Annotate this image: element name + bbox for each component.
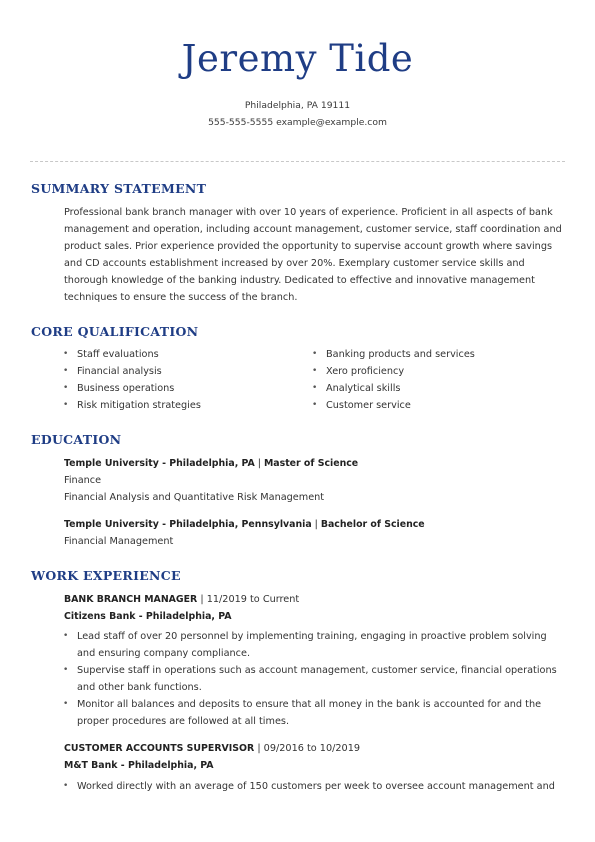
list-item: • Xero proficiency <box>312 363 562 380</box>
education-field: Financial Analysis and Quantitative Risk Management <box>64 492 325 503</box>
job-title-line: CUSTOMER ACCOUNTS SUPERVISOR | 09/2016 to 10/2019 <box>64 743 361 754</box>
job-title-line: BANK BRANCH MANAGER | 11/2019 to Current <box>64 594 300 605</box>
education-field: Finance <box>64 475 102 486</box>
job-role: BANK BRANCH MANAGER <box>64 594 198 605</box>
qualifications-left-list <box>63 346 303 414</box>
address-line: Philadelphia, PA 19111 <box>244 100 351 111</box>
list-item: • Analytical skills <box>312 380 562 397</box>
school-name: Temple University - Philadelphia, Pennsylvania <box>64 519 312 530</box>
header-divider <box>30 161 565 162</box>
degree-name: Master of Science <box>263 458 359 469</box>
education-entry-header: Temple University - Philadelphia, Pennsylvania | Bachelor of Science <box>64 519 425 530</box>
list-item: • Risk mitigation strategies <box>63 397 303 414</box>
work-heading: WORK EXPERIENCE <box>31 568 181 583</box>
job-dates: 11/2019 to Current <box>206 594 300 605</box>
list-item: • Supervise staff in operations such as account management, customer service, financial operations and other bank functions. <box>63 662 563 696</box>
job-dates: 09/2016 to 10/2019 <box>263 743 361 754</box>
summary-heading: SUMMARY STATEMENT <box>31 181 207 196</box>
job-role: CUSTOMER ACCOUNTS SUPERVISOR <box>64 743 255 754</box>
qualifications-right-list <box>312 346 562 414</box>
job-bullets <box>63 628 563 730</box>
job-company: Citizens Bank - Philadelphia, PA <box>64 611 232 622</box>
summary-text: Professional bank branch manager with over 10 years of experience. Proficient in all aspects of bank management and operation, including account management, customer service, staff coordination and product sales. Prior experience provided the opportunity to supervise account growth where savings and CD accounts establishment increased by over 20%. Exemplary customer service skills and thorough knowledge of the banking industry. Dedicated to effective and innovative management techniques to ensure the success of the branch. <box>64 207 562 303</box>
candidate-name: Jeremy Tide <box>181 37 414 80</box>
job-bullets <box>63 778 563 795</box>
list-item: • Staff evaluations <box>63 346 303 363</box>
list-item: • Customer service <box>312 397 562 414</box>
list-item: • Banking products and services <box>312 346 562 363</box>
education-field: Financial Management <box>64 536 174 547</box>
list-item: • Financial analysis <box>63 363 303 380</box>
contact-line: 555-555-5555 example@example.com <box>208 117 387 128</box>
education-heading: EDUCATION <box>31 432 122 447</box>
job-company: M&T Bank - Philadelphia, PA <box>64 760 214 771</box>
list-item: • Business operations <box>63 380 303 397</box>
school-name: Temple University - Philadelphia, PA <box>64 458 255 469</box>
qualifications-heading: CORE QUALIFICATION <box>31 324 199 339</box>
degree-name: Bachelor of Science <box>320 519 425 530</box>
list-item: • Lead staff of over 20 personnel by implementing training, engaging in proactive problem solving and ensuring company compliance. <box>63 628 563 662</box>
list-item: • Worked directly with an average of 150 customers per week to oversee account management and <box>63 778 563 795</box>
education-entry-header: Temple University - Philadelphia, PA | Master of Science <box>64 458 359 469</box>
list-item: • Monitor all balances and deposits to ensure that all money in the bank is accounted for and the proper procedures are followed at all times. <box>63 696 563 730</box>
